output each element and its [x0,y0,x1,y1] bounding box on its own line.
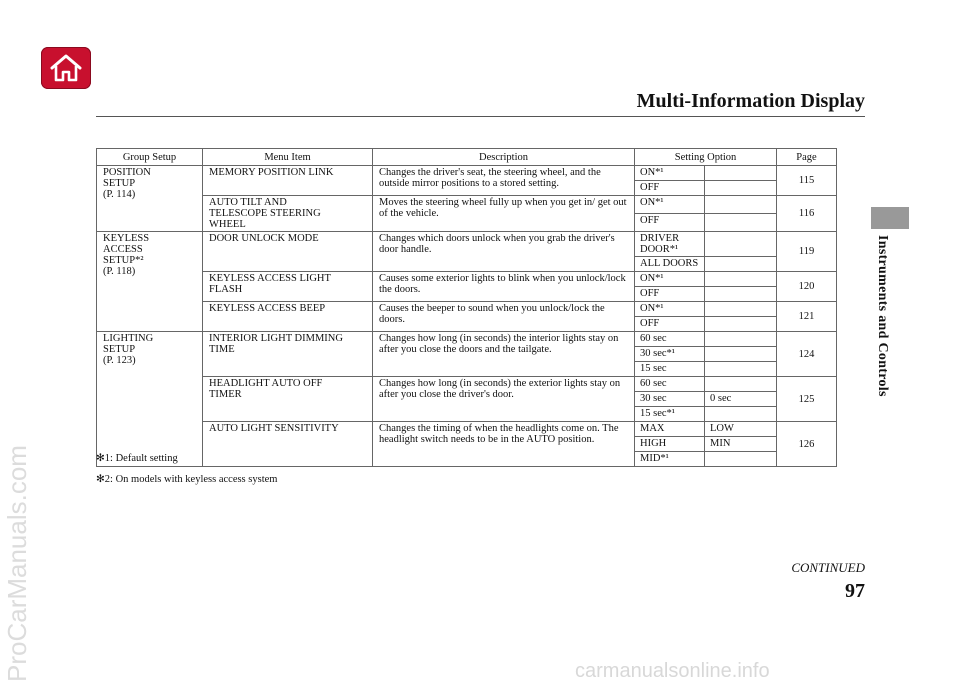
page-ref-cell: 116 [777,196,837,232]
menu-item-cell: MEMORY POSITION LINK [203,166,373,196]
menu-item-cell: AUTO TILT AND TELESCOPE STEERING WHEEL [203,196,373,232]
menu-item-cell: AUTO LIGHT SENSITIVITY [203,422,373,467]
setting-option-cell-secondary [705,287,777,302]
setting-option-cell: OFF [635,287,705,302]
home-icon [49,53,83,83]
setting-option-cell-secondary [705,302,777,317]
continued-label: CONTINUED [791,560,865,575]
title-rule [96,116,865,117]
setting-option-cell-secondary [705,377,777,392]
setting-option-cell: 60 sec [635,377,705,392]
menu-item-cell: KEYLESS ACCESS LIGHT FLASH [203,272,373,302]
table-row [97,166,837,181]
description-cell: Changes the driver's seat, the steering wheel, and the outside mirror positions to a stored setting. [373,166,635,196]
setting-option-cell-secondary: MIN [705,437,777,452]
description-cell: Changes which doors unlock when you grab the driver's door handle. [373,232,635,272]
menu-item-cell: KEYLESS ACCESS BEEP [203,302,373,332]
setting-option-cell-secondary [705,332,777,347]
description-cell: Changes how long (in seconds) the interior lights stay on after you close the doors and the tailgate. [373,332,635,377]
setting-option-cell: DRIVER DOOR*¹ [635,232,705,257]
description-cell: Changes the timing of when the headlights come on. The headlight switch needs to be in the AUTO position. [373,422,635,467]
description-cell: Causes the beeper to sound when you unlock/lock the doors. [373,302,635,332]
table-row [97,302,837,317]
group-setup-cell: POSITION SETUP (P. 114) [97,166,203,232]
table-row [97,422,837,437]
watermark-bottom: carmanualsonline.info [575,660,770,682]
col-header-menu: Menu Item [203,149,373,166]
table-row [97,196,837,214]
setting-option-cell: ON*¹ [635,196,705,214]
table-row [97,232,837,257]
setting-option-cell-secondary [705,452,777,467]
col-header-setting: Setting Option [635,149,777,166]
setting-option-cell-secondary [705,272,777,287]
footnote-default-setting: ✻1: Default setting [96,453,178,464]
footnote-keyless: ✻2: On models with keyless access system [96,474,278,485]
setting-option-cell: OFF [635,181,705,196]
section-label: Instruments and Controls [875,235,890,397]
setting-option-cell: 30 sec [635,392,705,407]
description-cell: Moves the steering wheel fully up when you get in/ get out of the vehicle. [373,196,635,232]
settings-table [96,148,837,467]
setting-option-cell: 30 sec*¹ [635,347,705,362]
menu-item-cell: DOOR UNLOCK MODE [203,232,373,272]
setting-option-cell-secondary [705,257,777,272]
table-header-row [97,149,837,166]
page-ref-cell: 125 [777,377,837,422]
setting-option-cell: MID*¹ [635,452,705,467]
setting-option-cell: 15 sec*¹ [635,407,705,422]
page-ref-cell: 121 [777,302,837,332]
table-row [97,377,837,392]
menu-item-cell: HEADLIGHT AUTO OFF TIMER [203,377,373,422]
page-ref-cell: 119 [777,232,837,272]
setting-option-cell-secondary [705,166,777,181]
page-title: Multi-Information Display [636,90,865,112]
page-ref-cell: 120 [777,272,837,302]
section-tab [871,207,909,229]
setting-option-cell-secondary [705,317,777,332]
setting-option-cell: MAX [635,422,705,437]
description-cell: Causes some exterior lights to blink when you unlock/lock the doors. [373,272,635,302]
setting-option-cell: ALL DOORS [635,257,705,272]
col-header-page: Page [777,149,837,166]
group-setup-cell: LIGHTING SETUP (P. 123) [97,332,203,467]
setting-option-cell-secondary [705,232,777,257]
home-button[interactable] [41,47,91,89]
setting-option-cell-secondary [705,362,777,377]
setting-option-cell-secondary [705,214,777,232]
setting-option-cell-secondary [705,347,777,362]
setting-option-cell: ON*¹ [635,302,705,317]
setting-option-cell: ON*¹ [635,166,705,181]
setting-option-cell: ON*¹ [635,272,705,287]
setting-option-cell: 15 sec [635,362,705,377]
setting-option-cell-secondary [705,181,777,196]
setting-option-cell: 60 sec [635,332,705,347]
col-header-description: Description [373,149,635,166]
setting-option-cell-secondary: LOW [705,422,777,437]
setting-option-cell-secondary [705,196,777,214]
page-ref-cell: 126 [777,422,837,467]
setting-option-cell: OFF [635,317,705,332]
group-setup-cell: KEYLESS ACCESS SETUP*² (P. 118) [97,232,203,332]
setting-option-cell-secondary [705,407,777,422]
setting-option-cell-secondary: 0 sec [705,392,777,407]
col-header-group: Group Setup [97,149,203,166]
table-row [97,272,837,287]
page-ref-cell: 115 [777,166,837,196]
description-cell: Changes how long (in seconds) the exterior lights stay on after you close the driver's door. [373,377,635,422]
page-number: 97 [845,580,865,602]
setting-option-cell: HIGH [635,437,705,452]
page-ref-cell: 124 [777,332,837,377]
setting-option-cell: OFF [635,214,705,232]
table-row [97,332,837,347]
watermark-left: ProCarManuals.com [2,445,32,682]
menu-item-cell: INTERIOR LIGHT DIMMING TIME [203,332,373,377]
